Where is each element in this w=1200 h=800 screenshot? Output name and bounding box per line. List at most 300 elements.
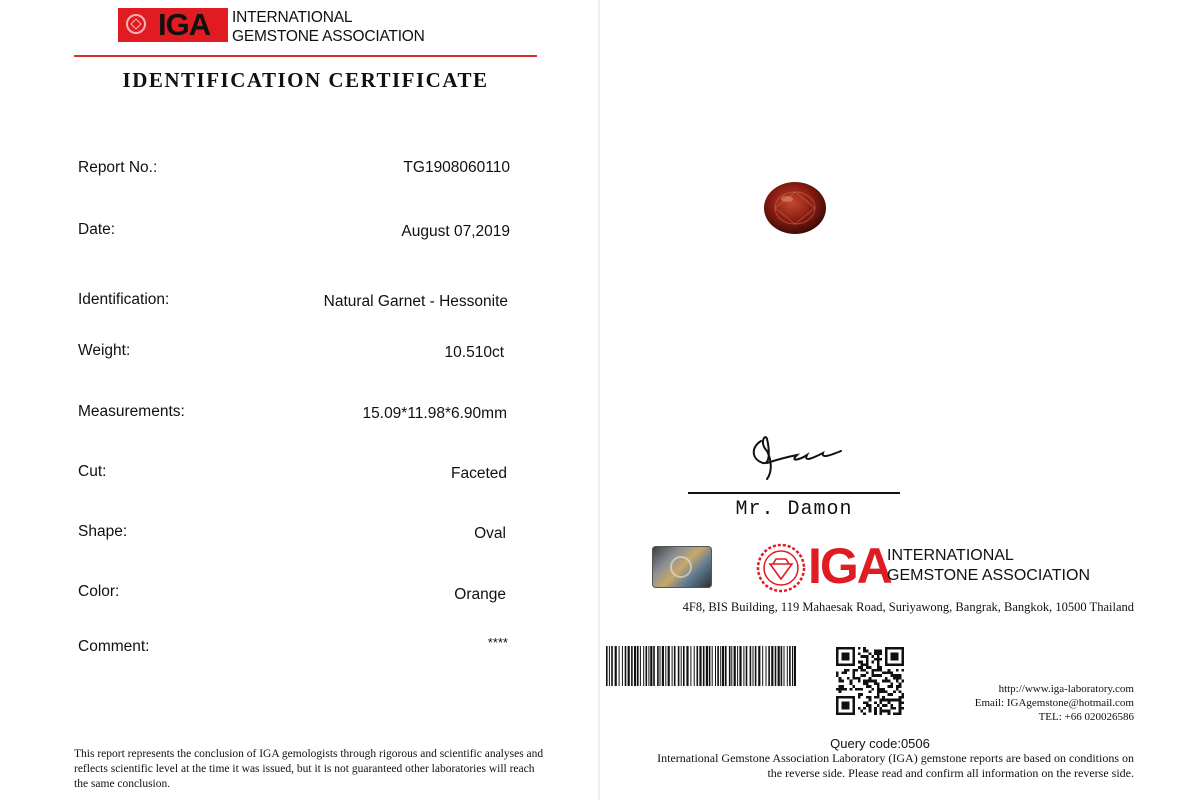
barcode-bar [678,646,680,686]
qr-module [866,671,869,674]
barcode-bar [674,646,676,686]
barcode-bar [781,646,783,686]
barcode-bar [646,646,648,686]
field-date [78,218,510,242]
qr-module [869,652,872,655]
qr-module [896,680,899,683]
barcode-bar [665,646,666,686]
qr-module [899,696,902,699]
qr-module [882,688,885,691]
field-value: Faceted [450,465,507,482]
org-name-line2: GEMSTONE ASSOCIATION [232,28,425,45]
certificate-title: IDENTIFICATION CERTIFICATE [122,68,489,92]
qr-module [877,650,880,653]
qr-module [888,669,891,672]
qr-module [896,674,899,677]
tel-text: TEL: +66 020026586 [1038,711,1134,723]
qr-module [880,707,883,710]
qr-module [874,712,877,715]
lab-address: 4F8, BIS Building, 119 Mahaesak Road, Suriyawong, Bangrak, Bangkok, 10500 Thailand [682,600,1134,614]
qr-module [880,650,883,653]
signer-name: Mr. Damon [735,498,853,521]
qr-module [855,677,858,680]
qr-module [871,655,874,658]
hologram-sticker [652,546,712,588]
qr-module [866,696,869,699]
qr-module [871,661,874,664]
reverse-side-note: International Gemstone Association Laboratory (IGA) gemstone reports are based on conditions on the reverse side. Please read and confirm all information on the reverse side. [657,751,1134,780]
qr-module [882,680,885,683]
qr-module [899,682,902,685]
qr-code [836,647,904,715]
gemstone-photo [763,181,827,235]
qr-module [885,710,888,713]
qr-module [893,707,896,710]
barcode-bar [784,646,785,686]
barcode-bar [743,646,744,686]
qr-finder [841,701,849,709]
qr-module [896,677,899,680]
qr-module [863,682,866,685]
qr-module [850,682,853,685]
qr-module [893,691,896,694]
logo-letters-large: IGA [808,538,891,594]
qr-module [847,669,850,672]
qr-module [836,688,839,691]
qr-module [890,671,893,674]
qr-module [874,682,877,685]
barcode-bar [643,646,644,686]
field-weight [78,339,510,363]
qr-module [836,674,839,677]
qr-module [860,674,863,677]
qr-module [877,661,880,664]
org-name-large [887,546,1090,586]
qr-module [866,658,869,661]
qr-module [901,701,904,704]
field-shape [78,520,510,544]
qr-module [880,691,883,694]
barcode-bar [683,646,685,686]
field-label: Comment: [78,638,150,655]
qr-module [899,677,902,680]
qr-module [888,710,891,713]
qr-module [839,688,842,691]
barcode-bar [686,646,688,686]
barcode-bar [609,646,610,686]
qr-module [896,712,899,715]
qr-module [901,707,904,710]
iga-logo [118,8,228,42]
qr-module [860,693,863,696]
page-fold [598,0,600,800]
qr-module [880,674,883,677]
qr-module [836,671,839,674]
qr-module [850,688,853,691]
qr-module [858,647,861,650]
qr-module [858,696,861,699]
qr-module [839,685,842,688]
barcode-bar [653,646,655,686]
qr-module [863,674,866,677]
barcode-bar [615,646,617,686]
qr-module [882,696,885,699]
barcode-bar [717,646,719,686]
qr-module [880,652,883,655]
barcode-bar [755,646,757,686]
qr-module [877,696,880,699]
qr-module [877,704,880,707]
barcode-bar [640,646,641,686]
barcode-bar [694,646,695,686]
qr-module [866,701,869,704]
qr-module [874,650,877,653]
barcode-bar [794,646,796,686]
barcode-bar [734,646,736,686]
disclaimer-text: This report represents the conclusion of IGA gemologists through rigorous and scientific analyses and reflects scientific level at the time it was issued, but it is not guaranteed other laboratories will reach the same conclusion. [74,748,544,790]
barcode-bar [778,646,780,686]
qr-module [860,655,863,658]
barcode-bar [750,646,752,686]
field-value: TG1908060110 [403,159,510,176]
qr-module [841,671,844,674]
field-label: Report No.: [78,159,158,176]
field-comment [78,635,510,659]
qr-module [858,707,861,710]
barcode-bar [768,646,770,686]
qr-module [877,693,880,696]
barcode-bar [606,646,608,686]
field-label: Color: [78,583,120,600]
qr-module [899,699,902,702]
qr-module [866,682,869,685]
qr-module [885,677,888,680]
barcode-bar [712,646,713,686]
qr-module [866,663,869,666]
qr-module [858,693,861,696]
field-value: Orange [454,586,506,603]
field-value: Oval [474,525,506,542]
qr-module [863,650,866,653]
qr-module [855,669,858,672]
qr-module [880,710,883,713]
barcode-bar [681,646,682,686]
qr-module [899,704,902,707]
barcode-bar [715,646,716,686]
qr-module [899,685,902,688]
qr-module [871,671,874,674]
qr-module [896,699,899,702]
qr-module [901,696,904,699]
qr-module [874,680,877,683]
qr-module [874,658,877,661]
qr-module [860,710,863,713]
field-color [78,580,510,604]
field-label: Measurements: [78,403,185,420]
qr-module [893,677,896,680]
field-cut [78,460,510,484]
query-code: Query code:0506 [830,736,930,751]
field-value: August 07,2019 [401,223,510,240]
qr-module [882,671,885,674]
barcode-bar [699,646,701,686]
qr-module [869,691,872,694]
qr-module [888,671,891,674]
qr-module [880,688,883,691]
barcode-bar [739,646,741,686]
field-report-no [78,156,510,180]
qr-module [852,677,855,680]
qr-module [888,712,891,715]
qr-module [877,652,880,655]
email-text: Email: IGAgemstone@hotmail.com [974,697,1134,709]
signature [745,433,845,483]
qr-module [885,699,888,702]
qr-module [899,691,902,694]
qr-module [863,669,866,672]
barcode [606,646,796,686]
qr-module [844,671,847,674]
barcode-bar [668,646,670,686]
qr-module [890,704,893,707]
barcode-bar [619,646,620,686]
field-label: Cut: [78,463,107,480]
qr-module [860,688,863,691]
qr-module [869,707,872,710]
qr-module [858,680,861,683]
qr-module [847,677,850,680]
qr-module [882,710,885,713]
field-value: Natural Garnet - Hessonite [323,293,508,310]
barcode-bar [709,646,711,686]
barcode-bar [637,646,639,686]
qr-module [888,685,891,688]
qr-module [896,688,899,691]
qr-module [888,680,891,683]
qr-module [901,693,904,696]
barcode-bar [625,646,627,686]
barcode-bar [746,646,748,686]
qr-module [899,674,902,677]
qr-module [841,680,844,683]
field-value: **** [487,635,508,650]
org-name-line1: INTERNATIONAL [887,547,1014,564]
barcode-bar [706,646,708,686]
qr-module [893,699,896,702]
gem-emblem-icon [126,14,146,34]
qr-module [869,666,872,669]
qr-module [869,680,872,683]
qr-module [844,688,847,691]
qr-module [877,658,880,661]
qr-module [880,701,883,704]
field-label: Date: [78,221,116,238]
qr-module [858,688,861,691]
qr-module [899,707,902,710]
barcode-bar [792,646,793,686]
logo-letters: IGA [158,7,211,42]
qr-module [866,704,869,707]
qr-module [890,682,893,685]
qr-module [866,655,869,658]
barcode-bar [631,646,633,686]
barcode-bar [720,646,721,686]
qr-module [863,680,866,683]
field-label: Shape: [78,523,128,540]
qr-module [841,685,844,688]
qr-module [888,701,891,704]
qr-module [871,669,874,672]
barcode-bar [762,646,763,686]
qr-module [869,704,872,707]
qr-module [880,699,883,702]
qr-module [885,671,888,674]
qr-module [866,666,869,669]
qr-module [901,669,904,672]
iga-seal-icon [756,543,806,593]
qr-module [882,691,885,694]
qr-module [860,669,863,672]
qr-module [880,666,883,669]
barcode-bar [753,646,754,686]
barcode-bar [771,646,773,686]
barcode-bar [622,646,623,686]
header-divider [74,55,537,57]
barcode-bar [611,646,613,686]
barcode-bar [737,646,738,686]
qr-module [852,674,855,677]
qr-finder [841,652,849,660]
barcode-bar [660,646,661,686]
qr-module [871,674,874,677]
qr-module [877,685,880,688]
field-label: Identification: [78,291,170,308]
barcode-bar [697,646,699,686]
qr-module [874,674,877,677]
qr-module [893,674,896,677]
qr-module [888,693,891,696]
qr-module [869,677,872,680]
qr-module [880,669,883,672]
qr-module [863,707,866,710]
qr-module [871,688,874,691]
qr-module [877,691,880,694]
qr-module [871,680,874,683]
field-identification [78,288,510,312]
qr-module [890,699,893,702]
qr-module [899,710,902,713]
barcode-bar [628,646,630,686]
qr-module [885,691,888,694]
qr-module [874,652,877,655]
field-label: Weight: [78,342,131,359]
qr-module [874,696,877,699]
signature-line [688,492,900,494]
qr-module [890,707,893,710]
qr-module [869,696,872,699]
qr-module [885,680,888,683]
barcode-bar [690,646,691,686]
qr-module [850,680,853,683]
qr-module [839,691,842,694]
qr-module [882,704,885,707]
qr-module [877,682,880,685]
org-name-line1: INTERNATIONAL [232,9,353,26]
qr-module [877,655,880,658]
qr-module [877,663,880,666]
qr-module [860,661,863,664]
barcode-bar [634,646,636,686]
qr-module [866,685,869,688]
barcode-bar [662,646,664,686]
barcode-bar [775,646,777,686]
barcode-bar [648,646,649,686]
qr-module [858,666,861,669]
qr-module [863,663,866,666]
contact-info [910,682,1134,724]
qr-module [874,707,877,710]
qr-module [888,699,891,702]
qr-module [858,652,861,655]
qr-module [866,661,869,664]
qr-module [866,650,869,653]
qr-module [890,674,893,677]
qr-module [869,710,872,713]
qr-module [885,704,888,707]
qr-module [877,688,880,691]
field-value: 10.510ct [444,344,504,361]
qr-finder [890,652,898,660]
qr-module [880,658,883,661]
qr-module [858,661,861,664]
website-text: http://www.iga-laboratory.com [998,683,1134,695]
qr-module [863,712,866,715]
barcode-bar [650,646,652,686]
qr-module [866,680,869,683]
barcode-bar [657,646,659,686]
qr-module [877,666,880,669]
qr-module [890,685,893,688]
barcode-bar [766,646,767,686]
qr-module [874,669,877,672]
qr-module [852,685,855,688]
qr-module [901,680,904,683]
qr-module [839,680,842,683]
qr-module [896,685,899,688]
qr-module [841,688,844,691]
field-measurements [78,400,510,424]
qr-module [863,655,866,658]
qr-module [860,666,863,669]
qr-module [874,701,877,704]
qr-module [869,685,872,688]
qr-module [860,663,863,666]
qr-module [893,712,896,715]
qr-module [839,677,842,680]
qr-module [852,669,855,672]
barcode-bar [703,646,705,686]
qr-module [863,647,866,650]
barcode-bar [789,646,791,686]
qr-module [880,712,883,715]
barcode-bar [787,646,788,686]
org-name [232,8,425,46]
qr-module [852,671,855,674]
qr-module [855,688,858,691]
qr-module [899,712,902,715]
qr-module [844,669,847,672]
qr-module [882,699,885,702]
